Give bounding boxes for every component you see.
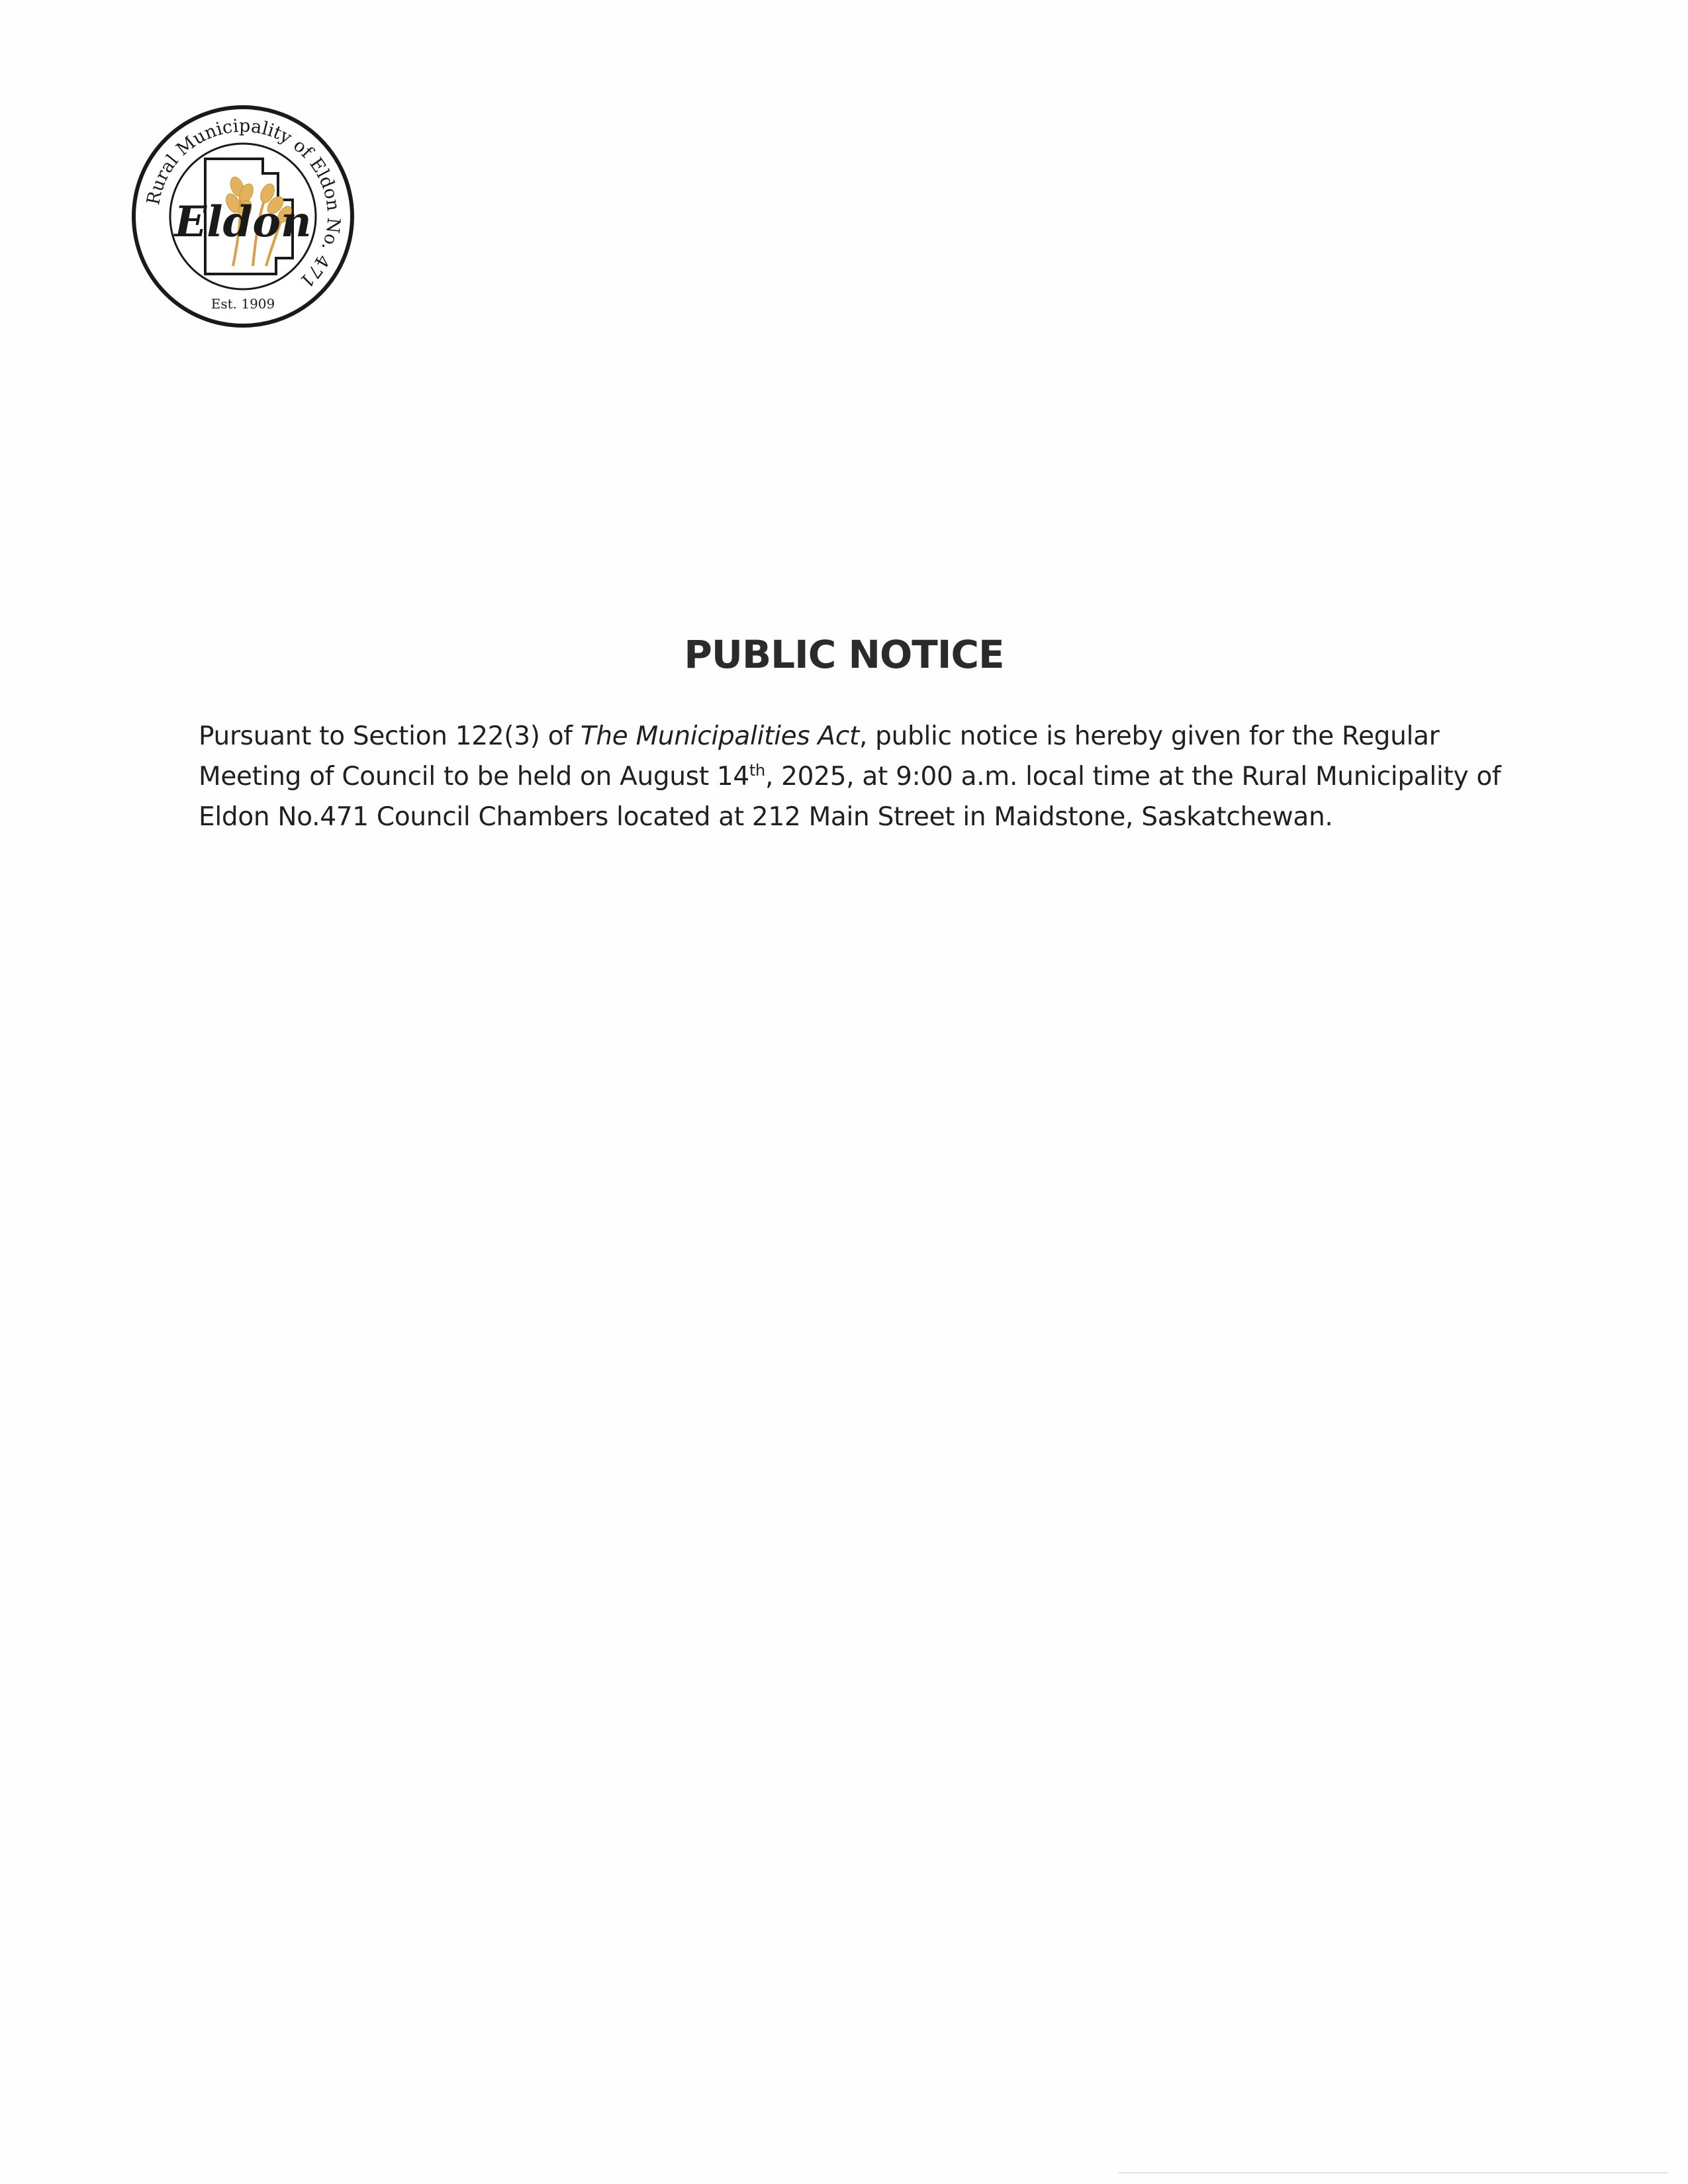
seal-ring-text: Rural Municipality of Eldon No. 471: [143, 115, 344, 292]
notice-line-2-post: , 2025, at 9:00 a.m. local time at the Rural Municipality of: [765, 762, 1501, 792]
seal-center-text: Eldon: [174, 197, 312, 247]
notice-line-1-post: , public notice is hereby given for the Regular: [859, 721, 1440, 751]
act-name: The Municipalities Act: [580, 721, 859, 751]
municipality-seal: [127, 101, 359, 332]
seal-established-text: Est. 1909: [211, 296, 275, 312]
notice-body: [199, 716, 1516, 837]
notice-line-3: Eldon No.471 Council Chambers located at 212 Main Street in Maidstone, Saskatchewan.: [199, 802, 1333, 832]
notice-line-2-pre: Meeting of Council to be held on August 14: [199, 762, 749, 792]
notice-line-2: [199, 756, 1516, 797]
notice-line-1: [199, 716, 1516, 756]
date-ordinal-suffix: th: [749, 761, 765, 780]
notice-heading: PUBLIC NOTICE: [684, 632, 1004, 677]
scan-edge-line: [1119, 2172, 1668, 2173]
notice-line-1-pre: Pursuant to Section 122(3) of: [199, 721, 581, 751]
seal-graphic: [127, 101, 359, 332]
